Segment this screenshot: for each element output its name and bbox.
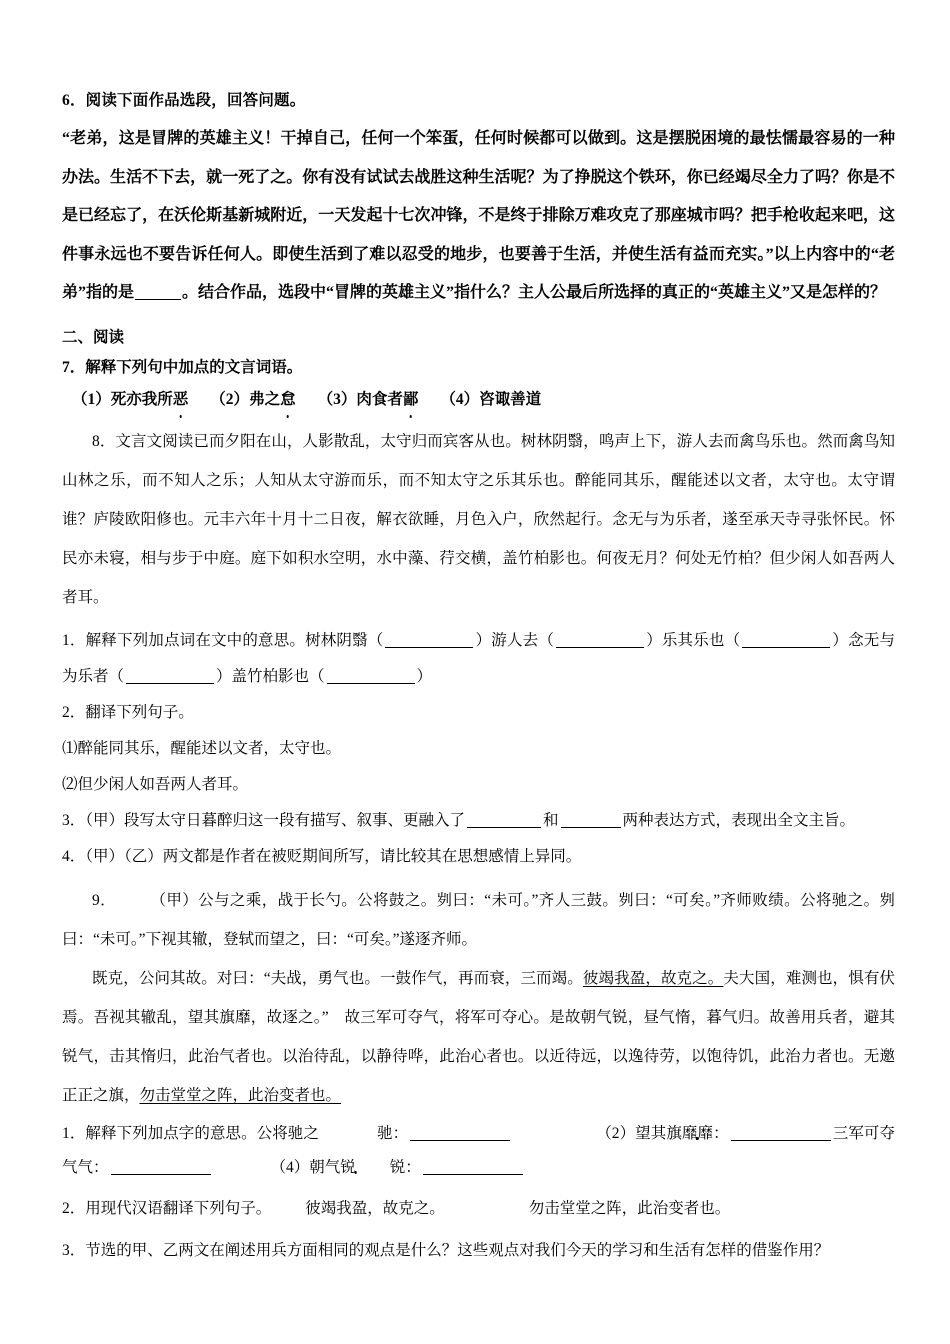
q7-item-3-label: （3）: [317, 390, 357, 408]
q9-sub1-mi-label: 靡：: [697, 1124, 729, 1142]
q8-blank-2[interactable]: [556, 647, 644, 648]
q7-item-1-text: 死亦我所: [110, 390, 173, 408]
question-8-sub1: [62, 623, 895, 695]
q8-sub1-a: ）游人去（: [475, 631, 555, 649]
q7-item-2: [210, 383, 295, 416]
q9-blank-qi[interactable]: [111, 1174, 211, 1175]
q9-sub1-rui-label: 锐：: [389, 1158, 421, 1176]
question-8-sub2-sentence-1: ⑴醉能同其乐，醒能述以文者，太守也。: [62, 739, 342, 757]
q8-sub1-end: ）: [416, 667, 433, 685]
question-9-number: 9．: [92, 891, 117, 909]
question-7-prompt: ．解释下列句中加点的文言词语。: [69, 358, 303, 376]
q9-sub1-chi-label: 驰：: [376, 1124, 409, 1142]
q7-item-3-text: 肉食者: [356, 390, 403, 408]
q8-sub1-d: ）盖竹柏影也（: [216, 667, 325, 685]
q9-passage-2-b: 夫大国，难测也，惧有伏焉。吾视其辙乱，望其旗靡，故逐之。” 故三军可夺气，将军可夺心。是故朝气锐，昼气惰，暮气归。故善用兵者，避其锐气，击其惰归，此治气者也。以治待乱，以静待哗，此治心者也。以近待远，以逸待劳，以饱待饥，此治力者也。无邀正正之旗，: [62, 969, 895, 1104]
q7-item-3-dotted-char: 鄙: [403, 383, 419, 416]
q8-sub3-prompt: 3．（甲）段写太守日暮醉归这一段有描写、叙事、更融入了: [62, 811, 466, 829]
question-9-passage-2: [62, 959, 895, 1115]
q9-sub2-sentence-1: 彼竭我盈，故克之。: [305, 1199, 445, 1217]
q8-sub3-blank-1[interactable]: [467, 827, 541, 828]
question-6-heading: [62, 86, 895, 116]
question-9-sub2: [62, 1191, 895, 1227]
q9-blank-mi[interactable]: [731, 1140, 831, 1141]
question-7-heading: [62, 353, 895, 383]
q9-sub1-q4: （4）朝气锐: [270, 1158, 356, 1176]
q8-sub1-prompt: 1．解释下列加点词在文中的意思。树林阴翳（: [62, 631, 384, 649]
q8-sub3-blank-2[interactable]: [561, 827, 621, 828]
q7-item-3: [318, 383, 419, 416]
q9-sub1-q2: （2）望其旗靡: [596, 1124, 698, 1142]
q7-item-2-dotted-char: 怠: [280, 383, 296, 416]
q9-sub2-prompt: 2．用现代汉语翻译下列句子。: [62, 1199, 272, 1217]
excerpt-text-part1: “老弟，这是冒牌的英雄主义！干掉自己，任何一个笨蛋，任何时候都可以做到。这是摆脱困境的最怯懦最容易的一种办法。生活不下去，就一死了之。你有没有试试去战胜这种生活呢？为了挣脱这个铁环，你已经竭尽全力了吗？你是不是已经忘了，在沃伦斯基新城附近，一天发起十七次冲锋，不是终于排除万难攻克了那座城市吗？把手枪收起来吧，这件事永远也不要告诉任何人。即使生活到了难以忍受的地步，也要善于生活，并使生活有益而充实。”以上内容中的“老弟”指的是: [62, 130, 895, 301]
q9-underlined-sentence-1: 彼竭我盈，故克之。: [582, 969, 724, 987]
question-9-passage-1-text: （甲）公与之乘，战于长勺。公将鼓之。刿曰：“未可。”齐人三鼓。刿曰：“可矣。”齐师败绩。公将驰之。刿曰：“未可。”下视其辙，登轼而望之，曰：“可矣。”遂逐齐师。: [62, 891, 895, 948]
q7-item-2-text: 弗之: [249, 390, 281, 408]
question-8-sub2-sentence-2: ⑵但少闲人如吾两人者耳。: [62, 775, 249, 793]
question-8-sub3: [62, 803, 895, 839]
question-8-sub4: 4．（甲）（乙）两文都是作者在被贬期间所写，请比较其在思想感情上异同。: [62, 847, 582, 865]
q8-sub1-b: ）乐其乐也（: [646, 631, 741, 649]
question-9-passage-1: [62, 881, 895, 959]
excerpt-text-part2: 。结合作品，选段中“冒牌的英雄主义”指什么？主人公最后所选择的真正的“英雄主义”又是怎样的？: [182, 284, 887, 301]
q7-item-1: [72, 383, 188, 416]
q7-item-1-label: （1）: [72, 390, 111, 408]
q7-item-4: [440, 383, 541, 416]
answer-blank-老弟[interactable]: [135, 299, 181, 300]
question-8-sub2: 2．翻译下列句子。: [62, 703, 194, 721]
q8-blank-3[interactable]: [742, 647, 830, 648]
section-heading-reading: 二、阅读: [62, 328, 125, 346]
question-6-prompt: ．阅读下面作品选段，回答问题。: [69, 92, 306, 109]
question-7-items: [72, 383, 895, 416]
q8-sub3-end: 两种表达方式，表现出全文主旨。: [622, 811, 856, 829]
question-9-sub1: [62, 1117, 895, 1185]
question-7-number: 7: [62, 358, 70, 376]
q8-sub3-mid: 和: [543, 811, 559, 829]
question-6-number: 6: [62, 92, 70, 109]
q9-sub1-prompt: 1．解释下列加点字的意思。公将驰之: [62, 1124, 319, 1142]
q9-sub1-tail: 三军可夺气: [62, 1124, 895, 1176]
q8-blank-4[interactable]: [126, 683, 214, 684]
q9-underlined-sentence-2: 勿击堂堂之阵，此治变者也。: [139, 1086, 342, 1104]
q9-blank-chi[interactable]: [410, 1140, 510, 1141]
q9-sub1-qi-label: 气：: [77, 1158, 109, 1176]
q7-item-2-label: （2）: [210, 390, 250, 408]
q8-blank-5[interactable]: [327, 683, 415, 684]
q7-item-4-text: （4）咨诹善道: [440, 390, 542, 408]
q9-blank-rui[interactable]: [423, 1174, 523, 1175]
question-8-passage-text: 已而夕阳在山，人影散乱，太守归而宾客从也。树林阴翳，鸣声上下，游人去而禽鸟乐也。然而禽鸟知山林之乐，而不知人之乐；人知从太守游而乐，而不知太守之乐其乐也。醉能同其乐，醒能述以文者，太守也。太守谓谁？庐陵欧阳修也。元丰六年十月十二日夜，解衣欲睡，月色入户，欣然起行。念无与为乐者，遂至承天寺寻张怀民。怀民亦未寝，相与步于中庭。庭下如积水空明，水中藻、荇交横，盖竹柏影也。何夜无月？何处无竹柏？但少闲人如吾两人者耳。: [62, 432, 895, 606]
q7-item-1-dotted-char: 恶: [173, 383, 189, 416]
q8-sub1-c: ）念无与为乐者（: [62, 631, 895, 685]
q9-sub2-sentence-2: 勿击堂堂之阵，此治变者也。: [528, 1199, 731, 1217]
question-8-passage: [62, 422, 895, 617]
question-8-lead-number: 8．文言文阅读: [92, 432, 194, 450]
q8-blank-1[interactable]: [385, 647, 473, 648]
q9-passage-2-a: 既克，公问其故。对曰：“夫战，勇气也。一鼓作气，再而衰，三而竭。: [92, 969, 583, 987]
question-9-sub3: 3．节选的甲、乙两文在阐述用兵方面相同的观点是什么？这些观点对我们今天的学习和生活有怎样的借鉴作用？: [62, 1241, 830, 1259]
question-6-excerpt: [62, 120, 895, 313]
